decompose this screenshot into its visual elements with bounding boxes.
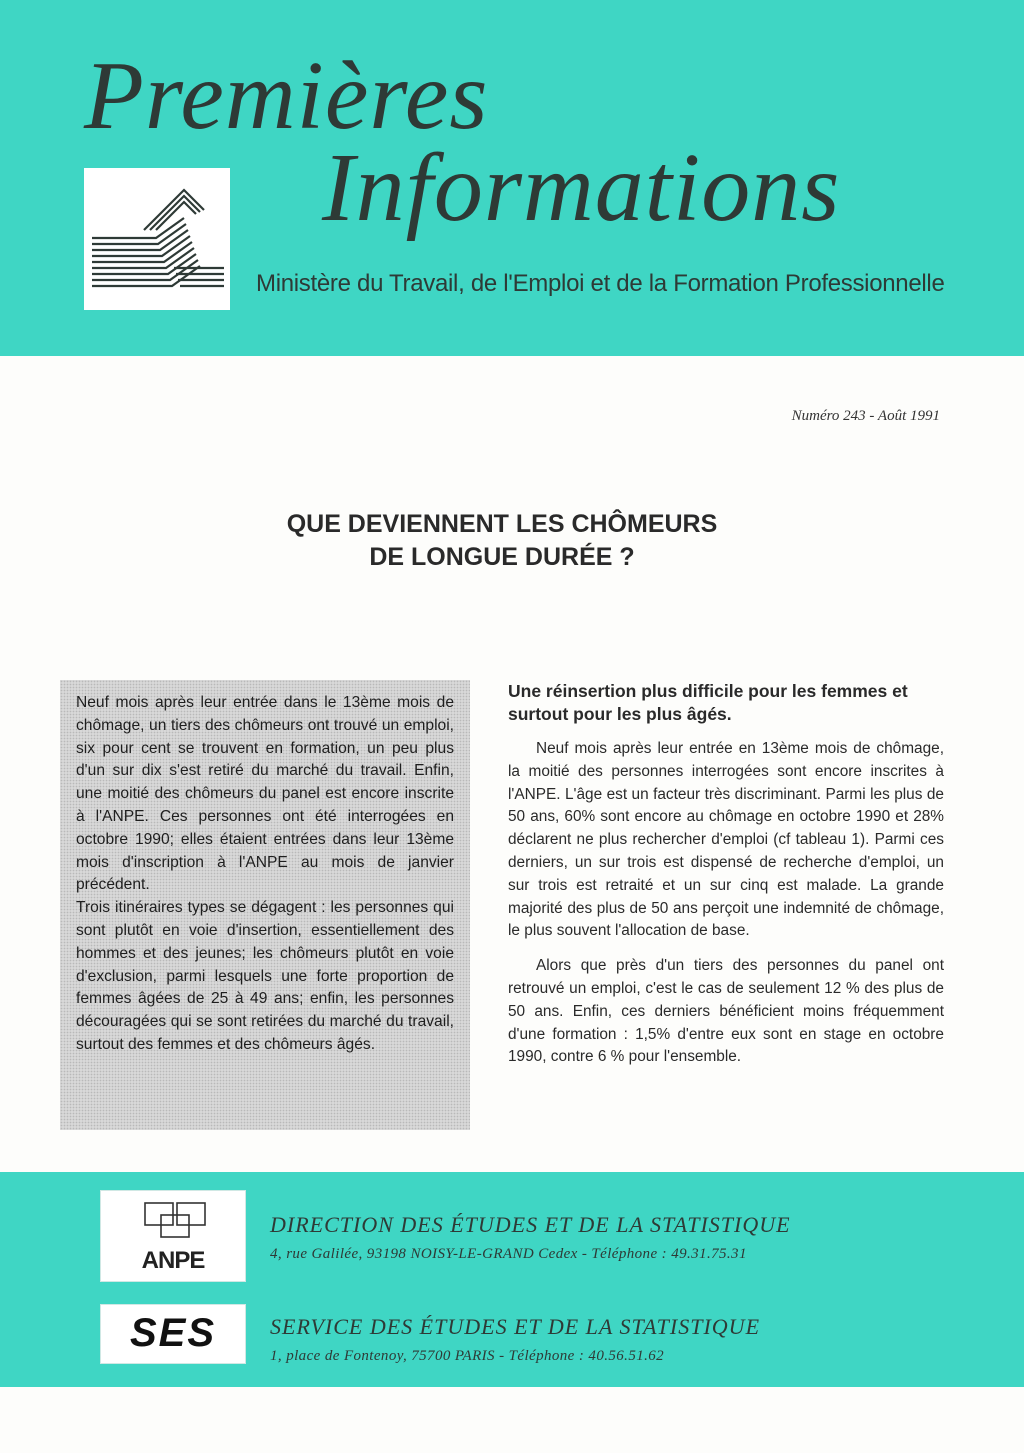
page-title-line2: DE LONGUE DURÉE ?: [369, 543, 635, 571]
article-paragraph-2: Alors que près d'un tiers des personnes du panel ont retrouvé un emploi, c'est le cas de seulement 12 % des plus de 50 ans. Enfin, ces derniers bénéficient moins fréquemment d'une formation : 1,5% d'entre eux sont en stage en octobre 1990, contre 6 % pour l'ensemble.: [508, 957, 944, 1066]
stepped-stripes-logo-icon: [84, 168, 230, 310]
summary-box: [60, 680, 470, 1130]
ses-logo-text: SES: [129, 1311, 217, 1355]
masthead: [0, 0, 1024, 356]
publication-title-line1: Premières: [84, 42, 489, 150]
publication-title-line2: Informations: [322, 134, 841, 242]
issue-number: Numéro 243 - Août 1991: [791, 408, 940, 424]
ministry-logo: [84, 168, 230, 310]
page-title: [0, 508, 1004, 574]
page-title-line1: QUE DEVIENNENT LES CHÔMEURS: [286, 510, 718, 538]
article-column: [508, 680, 944, 1069]
anpe-logo-text: ANPE: [141, 1247, 205, 1274]
squares-logo-icon: [101, 1195, 247, 1255]
anpe-logo: [100, 1190, 246, 1282]
article-paragraph-1: Neuf mois après leur entrée en 13ème mois de chômage, la moitié des personnes interrogées sont encore inscrites à l'ANPE. L'âge est un facteur très discriminant. Parmi les plus de 50 ans, 60% sont encore au chômage en octobre 1990 et 28% déclarent ne plus rechercher d'emploi (cf tableau 1). Parmi ces derniers, un sur trois est dispensé de recherche d'emploi, un sur trois est retraité et un sur cinq est malade. La grande majorité des plus de 50 ans perçoit une indemnité de chômage, le plus souvent l'allocation de base.: [508, 740, 944, 940]
org1-address: 4, rue Galilée, 93198 NOISY-LE-GRAND Cedex - Téléphone : 49.31.75.31: [270, 1246, 747, 1262]
org2-address: 1, place de Fontenoy, 75700 PARIS - Téléphone : 40.56.51.62: [270, 1348, 665, 1364]
summary-paragraph-2: Trois itinéraires types se dégagent : les personnes qui sont plutôt en voie d'insertion, essentiellement des hommes et des jeunes; les chômeurs plutôt en voie d'exclusion, parmi lesquels une forte proportion de femmes âgées de 25 à 49 ans; enfin, les personnes découragées qui se sont retirées du marché du travail, surtout des femmes et des chômeurs âgés.: [76, 899, 454, 1053]
org1-name: DIRECTION DES ÉTUDES ET DE LA STATISTIQUE: [270, 1212, 791, 1237]
ses-logo: [100, 1304, 246, 1364]
summary-paragraph-1: Neuf mois après leur entrée dans le 13ème mois de chômage, un tiers des chômeurs ont trouvé un emploi, six pour cent se trouvent en formation, un peu plus d'un sur dix s'est retiré du marché du travail. Enfin, une moitié des chômeurs du panel est encore inscrite à l'ANPE. Ces personnes ont été interrogées en octobre 1990; elles étaient entrées dans leur 13ème mois d'inscription à l'ANPE au mois de janvier précédent.: [76, 694, 454, 894]
org2-name: SERVICE DES ÉTUDES ET DE LA STATISTIQUE: [270, 1314, 761, 1339]
article-heading: Une réinsertion plus difficile pour les femmes et surtout pour les plus âgés.: [508, 681, 908, 724]
footer: [0, 1172, 1024, 1387]
ministry-name: Ministère du Travail, de l'Emploi et de la Formation Professionnelle: [256, 270, 945, 297]
